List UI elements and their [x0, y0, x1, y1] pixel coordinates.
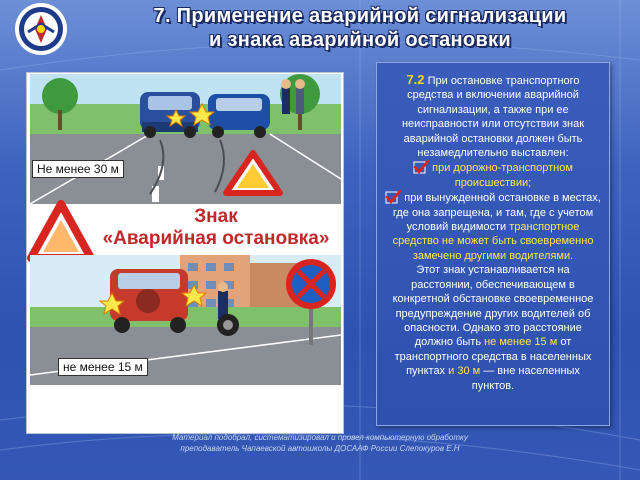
- rule-distance-rural: и 30 м: [448, 365, 481, 378]
- rule-case-2-text: при вынужденной остановке в местах, где она запрещена, и там, где с учетом условий видимости: [392, 192, 601, 234]
- rule-para-c: — вне населенных пунктов.: [471, 365, 580, 392]
- distance-label-15m: не менее 15 м: [58, 358, 148, 376]
- author-credit: Материал подобрал, систематизировал и провел компьютерную обработку преподаватель Чапаевской автошколы ДОСААФ России Слепокуров Е.Н: [172, 433, 468, 453]
- warning-triangle-on-road: [222, 150, 284, 196]
- rule-distance-paragraph: [385, 263, 601, 393]
- rule-case-2: [385, 190, 601, 263]
- rule-intro-text: При остановке транспортного средства и включении аварийной сигнализации, а также при ее неисправности или отсутствии знак аварийной остановки должен быть незамедлительно выставлен:: [401, 75, 585, 160]
- title-line-1: 7. Применение аварийной сигнализации: [153, 5, 567, 27]
- rule-case-1: [385, 160, 601, 190]
- rule-case-2-highlight: транспортное средство не может быть своевременно замечено другими водителями.: [392, 221, 594, 262]
- rule-intro-paragraph: [385, 73, 601, 160]
- dosaaf-emblem: [14, 2, 68, 56]
- title-line-2: и знака аварийной остановки: [209, 29, 511, 51]
- rule-para-b: от транспортного средства в населенных пунктах: [394, 336, 592, 378]
- sign-heading-line-2: «Аварийная остановка»: [102, 228, 330, 249]
- distance-label-30m: Не менее 30 м: [32, 160, 124, 178]
- no-stopping-sign-icon: [282, 257, 340, 345]
- rule-text-panel: [376, 62, 610, 426]
- rule-case-1-text: при дорожно-транспортном происшествии;: [432, 162, 573, 189]
- sign-heading: [96, 206, 336, 250]
- rule-distance-urban: не менее 15 м: [484, 336, 558, 349]
- emergency-stop-sign-icon: [27, 200, 95, 262]
- rule-para-a: Этот знак устанавливается на расстоянии, обеспечивающем в конкретной обстановке своевременное предупреждение других водителей об опасности. Однако это расстояние должно быть: [392, 264, 594, 349]
- rule-number: 7.2: [406, 72, 425, 87]
- sign-heading-line-1: Знак: [194, 206, 238, 227]
- checkmark-icon: [385, 190, 401, 204]
- slide-title: [80, 4, 640, 52]
- checkmark-icon: [413, 160, 429, 174]
- accident-scene-illustration: [30, 74, 341, 204]
